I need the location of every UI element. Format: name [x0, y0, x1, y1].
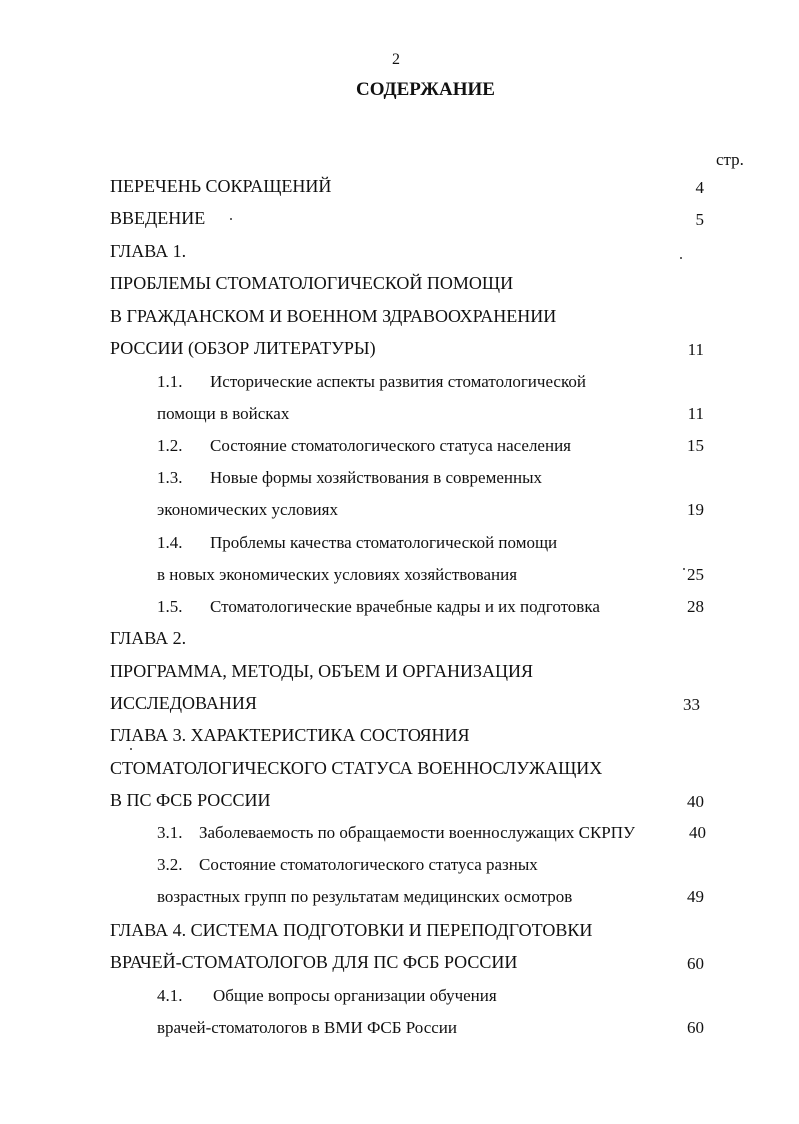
- toc-entry-page: 40: [687, 792, 704, 811]
- toc-entry-text: В ПС ФСБ РОССИИ: [110, 790, 271, 810]
- toc-entry-number: 1.2.: [157, 436, 183, 455]
- toc-entry-number: 3.1.: [157, 823, 183, 842]
- toc-entry-page: 49: [687, 887, 704, 906]
- toc-entry-page: 60: [687, 954, 704, 973]
- toc-entry-text: экономических условиях: [157, 500, 338, 519]
- toc-entry-page: 19: [687, 500, 704, 519]
- page-column-label: стр.: [716, 150, 744, 169]
- toc-entry-text: СТОМАТОЛОГИЧЕСКОГО СТАТУСА ВОЕННОСЛУЖАЩИХ: [110, 758, 603, 778]
- toc-entry-number: 1.5.: [157, 597, 183, 616]
- toc-entry-number: 4.1.: [157, 986, 183, 1005]
- toc-entry-text: ГЛАВА 2.: [110, 628, 187, 648]
- toc-entry-text: ВВЕДЕНИЕ: [110, 208, 206, 228]
- toc-entry-text: ГЛАВА 1.: [110, 241, 187, 261]
- toc-entry-text: РОССИИ (ОБЗОР ЛИТЕРАТУРЫ): [110, 338, 376, 358]
- toc-entry-number: 1.3.: [157, 468, 183, 487]
- toc-entry-page: 11: [687, 340, 704, 359]
- toc-entry-number: 1.4.: [157, 533, 183, 552]
- toc-entry-text: Новые формы хозяйствования в современных: [210, 468, 543, 487]
- toc-entry-text: Проблемы качества стоматологической помощи: [210, 533, 558, 552]
- toc-entry-text: помощи в войсках: [157, 404, 290, 423]
- toc-entry-text: Состояние стоматологического статуса населения: [210, 436, 571, 455]
- toc-entry-page: 5: [695, 210, 704, 229]
- scan-speck: [130, 748, 132, 750]
- scan-speck: [680, 257, 682, 259]
- scan-speck: [230, 218, 232, 220]
- toc-entry-text: ПЕРЕЧЕНЬ СОКРАЩЕНИЙ: [110, 176, 332, 196]
- toc-entry-page: 11: [687, 404, 704, 423]
- toc-entry-text: Общие вопросы организации обучения: [213, 986, 497, 1005]
- toc-entry-text: ВРАЧЕЙ-СТОМАТОЛОГОВ ДЛЯ ПС ФСБ РОССИИ: [110, 952, 518, 972]
- toc-entry-text: Заболеваемость по обращаемости военнослужащих СКРПУ: [199, 823, 636, 842]
- toc-entry-text: возрастных групп по результатам медицинских осмотров: [157, 887, 573, 906]
- toc-entry-page: 15: [687, 436, 704, 455]
- page-number: 2: [392, 51, 400, 68]
- toc-entry-page: 4: [695, 178, 704, 197]
- toc-entry-text: врачей-стоматологов в ВМИ ФСБ России: [157, 1018, 457, 1037]
- toc-entry-text: ГЛАВА 3. ХАРАКТЕРИСТИКА СОСТОЯНИЯ: [110, 725, 470, 745]
- toc-entry-text: в новых экономических условиях хозяйствования: [157, 565, 518, 584]
- toc-entry-text: ИССЛЕДОВАНИЯ: [110, 693, 257, 713]
- toc-entry-text: Стоматологические врачебные кадры и их подготовка: [210, 597, 600, 616]
- toc-entry-page: 60: [687, 1018, 704, 1037]
- toc-entry-text: ПРОГРАММА, МЕТОДЫ, ОБЪЕМ И ОРГАНИЗАЦИЯ: [110, 661, 534, 681]
- toc-entry-page: 33: [683, 695, 700, 714]
- toc-entry-page: 40: [689, 823, 706, 842]
- toc-entry-number: 1.1.: [157, 372, 183, 391]
- toc-entry-number: 3.2.: [157, 855, 183, 874]
- toc-entry-text: Состояние стоматологического статуса разных: [199, 855, 538, 874]
- toc-title: СОДЕРЖАНИЕ: [356, 79, 495, 100]
- toc-entry-text: ГЛАВА 4. СИСТЕМА ПОДГОТОВКИ И ПЕРЕПОДГОТОВКИ: [110, 920, 593, 940]
- toc-entry-text: ПРОБЛЕМЫ СТОМАТОЛОГИЧЕСКОЙ ПОМОЩИ: [110, 273, 514, 293]
- toc-entry-page: 25: [687, 565, 704, 584]
- toc-entry-page: 28: [687, 597, 704, 616]
- toc-entry-text: Исторические аспекты развития стоматологической: [210, 372, 586, 391]
- scan-speck: [683, 568, 685, 570]
- toc-entry-text: В ГРАЖДАНСКОМ И ВОЕННОМ ЗДРАВООХРАНЕНИИ: [110, 306, 557, 326]
